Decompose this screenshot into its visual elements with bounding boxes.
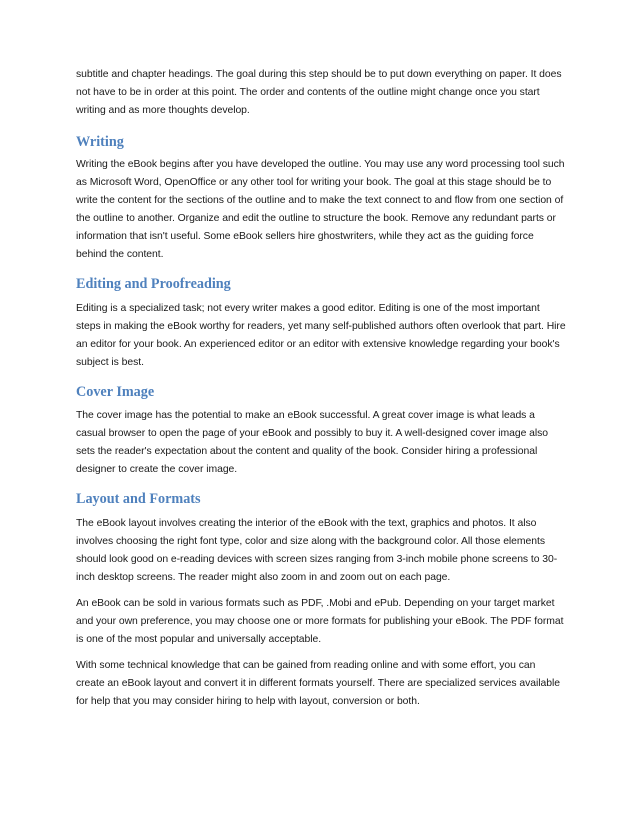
heading-cover-image: Cover Image bbox=[76, 384, 155, 400]
layout-paragraph-3: With some technical knowledge that can be gained from reading online and with some effort, you can create an eBook layout and convert it in different formats yourself. There are specialized services available for help that you may consider hiring to help with layout, conversion or both. bbox=[76, 660, 560, 707]
heading-writing: Writing bbox=[76, 134, 124, 150]
heading-layout-formats: Layout and Formats bbox=[76, 491, 201, 507]
heading-editing-proofreading: Editing and Proofreading bbox=[76, 276, 231, 292]
document-page bbox=[76, 66, 566, 711]
cover-image-paragraph: The cover image has the potential to make an eBook successful. A great cover image is what leads a casual browser to open the page of your eBook and possibly to buy it. A well-designed cover image also sets the reader's expectation about the content and quality of the book. Consider hiring a professional designer to create the cover image. bbox=[76, 410, 549, 475]
writing-paragraph: Writing the eBook begins after you have developed the outline. You may use any word processing tool such as Microsoft Word, OpenOffice or any other tool for writing your book. The goal at this stage should be to write the content for the sections of the outline and to make the text connect to and flow from one section of the outline to another. Organize and edit the outline to structure the book. Remove any redundant parts or information that isn't useful. Some eBook sellers hire ghostwriters, while they act as the guiding force behind the content. bbox=[76, 159, 565, 260]
layout-paragraph-2: An eBook can be sold in various formats such as PDF, .Mobi and ePub. Depending on your target market and your own preference, you may choose one or more formats for publishing your eBook. The PDF format is one of the most popular and universally acceptable. bbox=[76, 598, 564, 645]
intro-paragraph: subtitle and chapter headings. The goal during this step should be to put down everything on paper. It does not have to be in order at this point. The order and contents of the outline might change once you start writing and as more thoughts develop. bbox=[76, 69, 562, 116]
layout-paragraph-1: The eBook layout involves creating the interior of the eBook with the text, graphics and photos. It also involves choosing the right font type, color and size along with the background color. All those elements should look good on e-reading devices with screen sizes ranging from 3-inch mobile phone screens to 30-inch desktop screens. The reader might also zoom in and zoom out on each page. bbox=[76, 518, 558, 583]
editing-paragraph: Editing is a specialized task; not every writer makes a good editor. Editing is one of the most important steps in making the eBook worthy for readers, yet many self-published authors often overlook that part. Hire an editor for your book. An experienced editor or an editor with extensive knowledge regarding your book's subject is best. bbox=[76, 303, 566, 368]
